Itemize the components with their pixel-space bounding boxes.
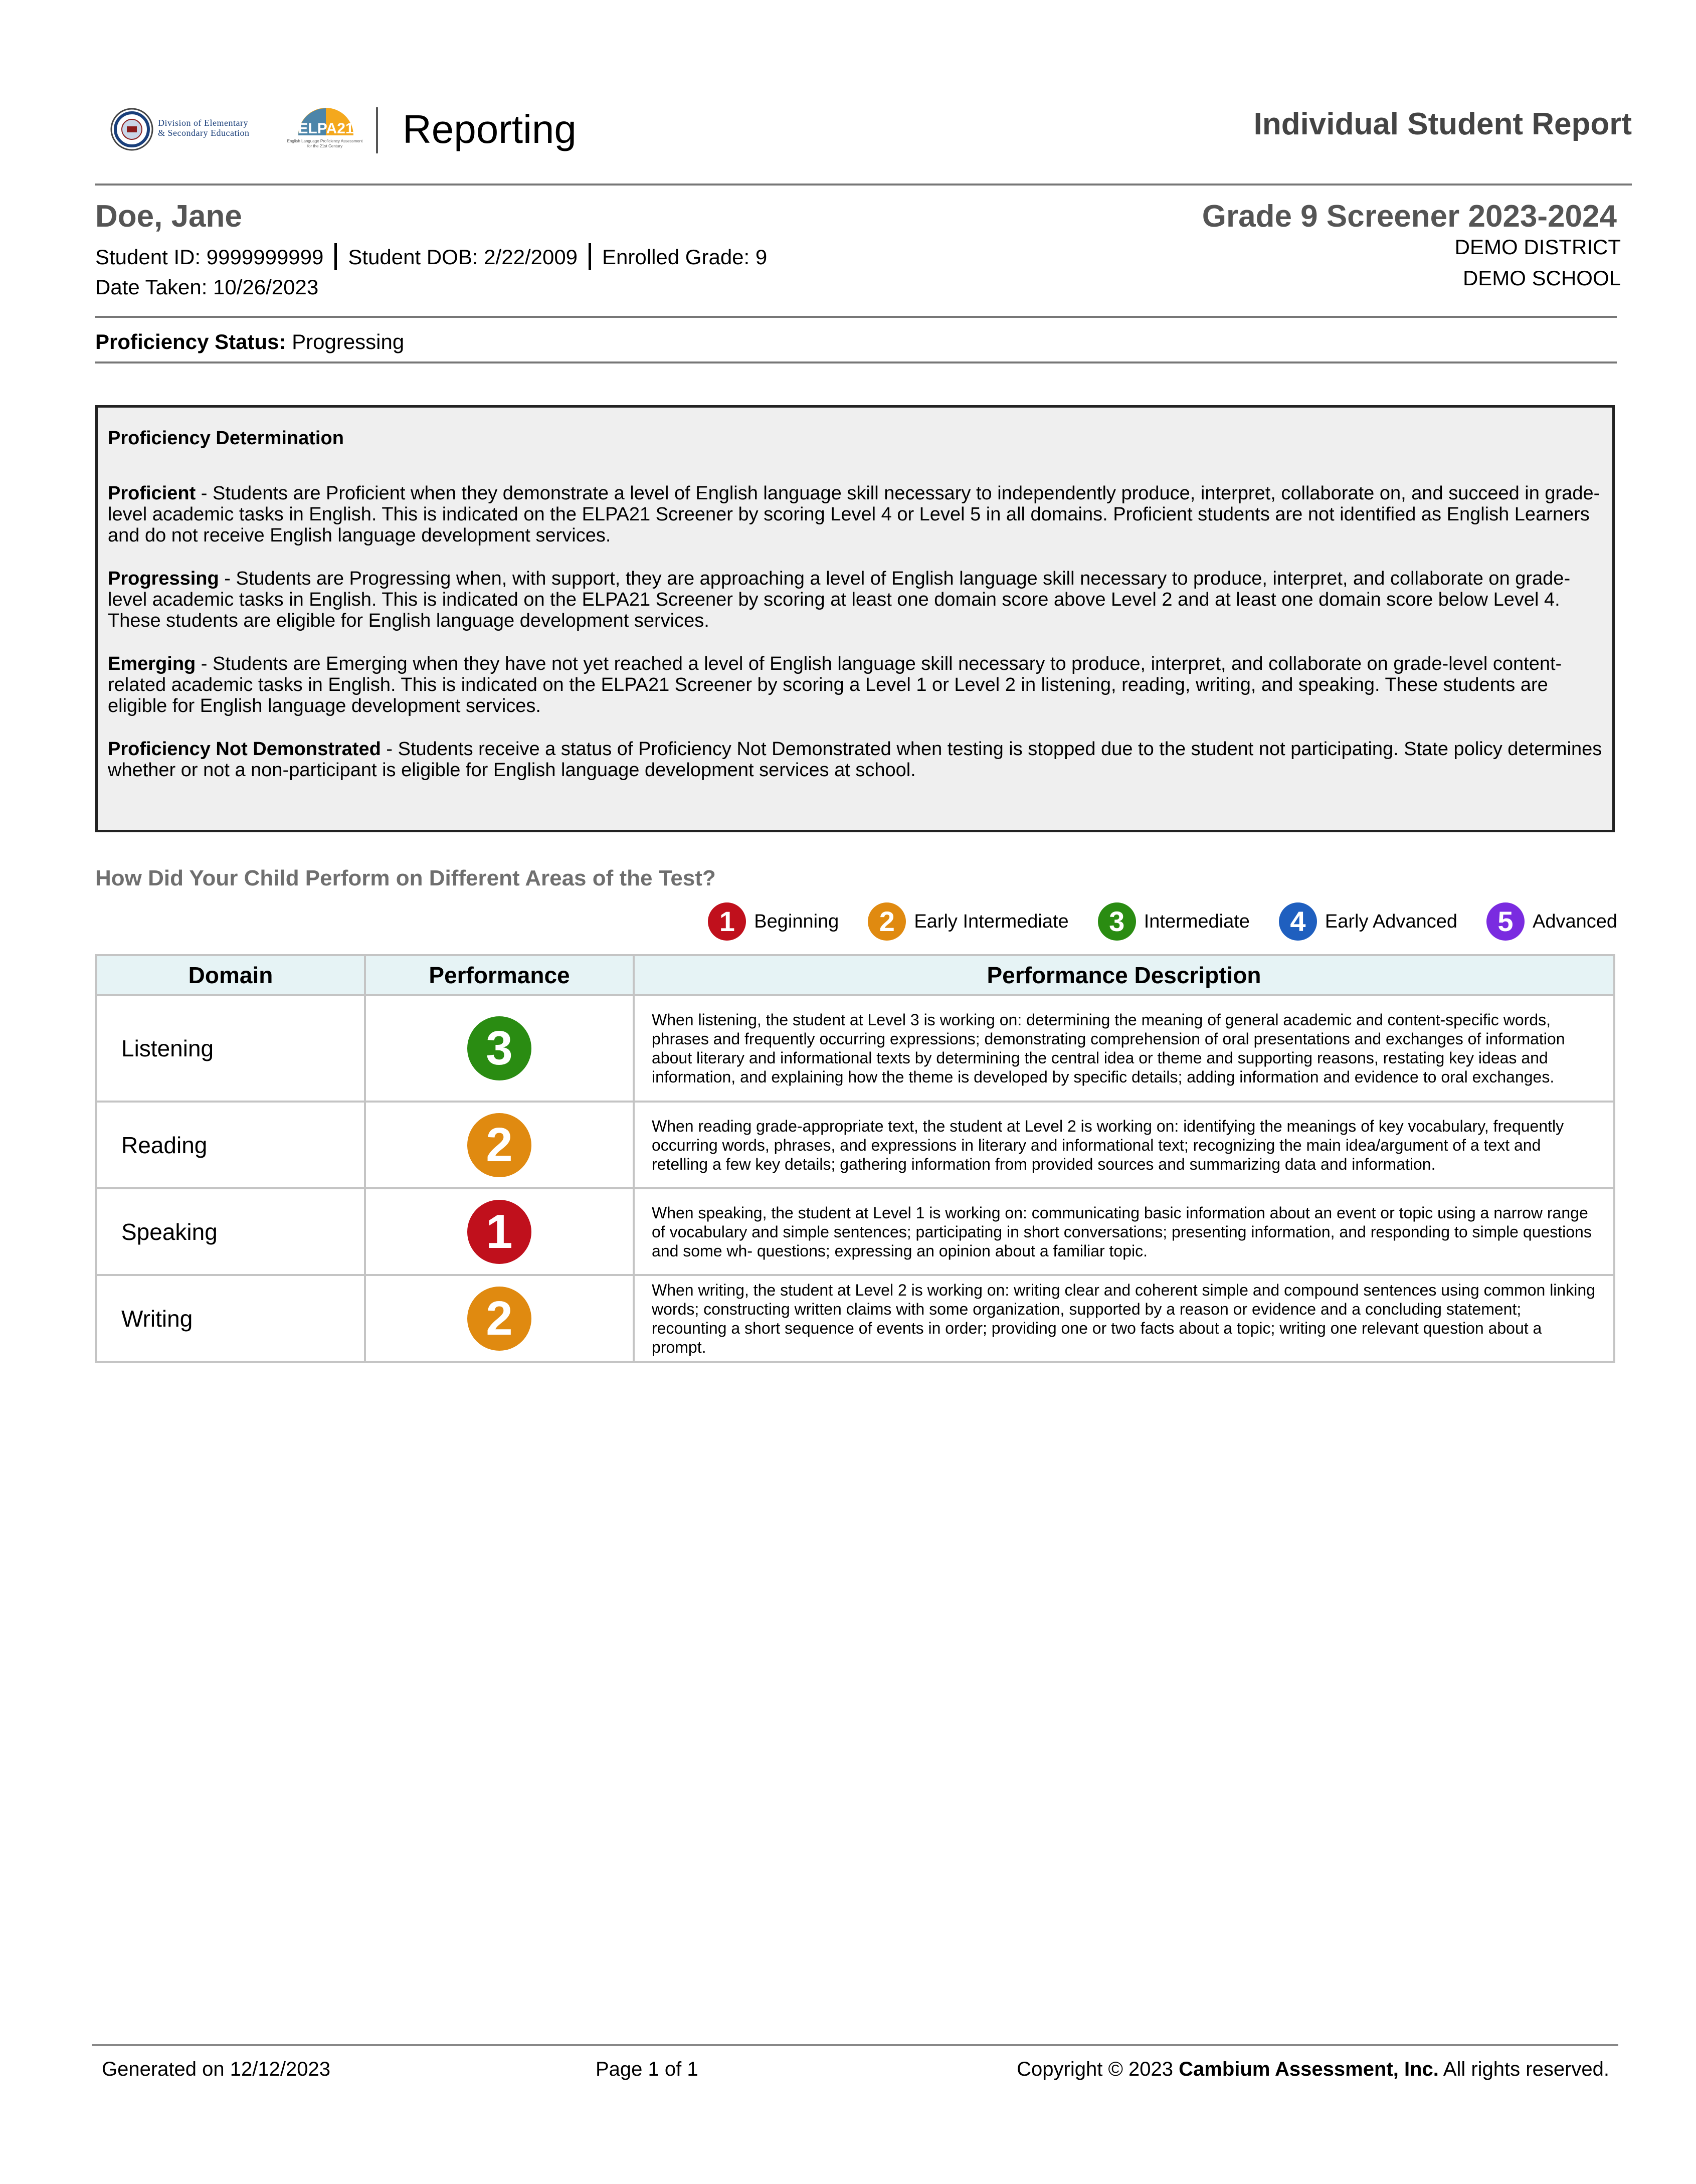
performance-cell bbox=[365, 1275, 634, 1362]
district-name: DEMO DISTRICT bbox=[1454, 235, 1621, 259]
proficiency-status-label: Proficiency Status: bbox=[95, 330, 286, 353]
level-2-badge: 2 bbox=[868, 902, 906, 941]
table-row bbox=[96, 1275, 1614, 1362]
footer-rule bbox=[92, 2044, 1618, 2046]
domain-cell: Speaking bbox=[96, 1188, 365, 1275]
performance-question: How Did Your Child Perform on Different Areas of the Test? bbox=[95, 866, 716, 890]
report-header bbox=[95, 95, 1632, 191]
student-id: Student ID: 9999999999 bbox=[95, 245, 324, 269]
detail-separator bbox=[589, 243, 591, 270]
enrolled-grade: Enrolled Grade: 9 bbox=[602, 245, 768, 269]
legend-item bbox=[868, 902, 1068, 941]
legend-label: Early Advanced bbox=[1325, 911, 1457, 932]
description-cell: When writing, the student at Level 2 is working on: writing clear and coherent simple and compound sentences using common linking words; constructing written claims with some organization, supported by a reason or evidence and a concluding statement; recounting a short sequence of events in order; providing one or two facts about a topic; writing one relevant question about a prompt. bbox=[634, 1275, 1614, 1362]
column-header-description: Performance Description bbox=[634, 955, 1614, 995]
level-4-badge: 4 bbox=[1279, 902, 1317, 941]
svg-text:ELPA21: ELPA21 bbox=[298, 120, 354, 137]
school-name: DEMO SCHOOL bbox=[1462, 266, 1621, 290]
legend-label: Advanced bbox=[1532, 911, 1617, 932]
generated-date: Generated on 12/12/2023 bbox=[102, 2058, 330, 2080]
proficiency-determination-box bbox=[95, 405, 1615, 832]
legend-label: Early Intermediate bbox=[914, 911, 1069, 932]
description-cell: When speaking, the student at Level 1 is working on: communicating basic information about an event or topic using a narrow range of vocabulary and simple sentences; participating in short conversations; presenting information, and responding to simple questions and some wh- questions; expressing an opinion about a familiar topic. bbox=[634, 1188, 1614, 1275]
proficiency-status-value: Progressing bbox=[286, 330, 405, 353]
table-header-row bbox=[96, 955, 1614, 995]
report-title: Individual Student Report bbox=[1253, 107, 1632, 141]
level-badge: 2 bbox=[467, 1287, 531, 1351]
proficiency-status bbox=[95, 327, 404, 357]
student-details bbox=[95, 242, 767, 272]
legend-label: Beginning bbox=[754, 911, 839, 932]
header-rule bbox=[95, 184, 1632, 186]
description-cell: When listening, the student at Level 3 is working on: determining the meaning of general academic and content-specific words, phrases and frequently occurring expressions; demonstrating comprehension of oral presentations and exchanges of information about literary and informational texts by determining the central idea or theme and supporting reasons, restating key ideas and information, and explaining how the theme is developed by specific details; adding information and evidence to oral exchanges. bbox=[634, 995, 1614, 1102]
determination-emerging: Emerging - Students are Emerging when they have not yet reached a level of English language skill necessary to produce, interpret, and collaborate on grade-level content-related academic tasks in English. This is indicated on the ELPA21 Screener by scoring a Level 1 or Level 2 in listening, reading, writing, and speaking. These students are eligible for English language development services. bbox=[108, 653, 1562, 716]
determination-not-demonstrated: Proficiency Not Demonstrated - Students receive a status of Proficiency Not Demonstrated when testing is stopped due to the student not participating. State policy determines whether or not a non-participant is eligible for English language development services at school. bbox=[108, 739, 1602, 781]
column-header-performance: Performance bbox=[365, 955, 634, 995]
determination-progressing: Progressing - Students are Progressing when, with support, they are approaching a level of English language skill necessary to produce, interpret, and collaborate on grade-level academic tasks in English. This is indicated on the ELPA21 Screener by scoring at least one domain score above Level 2 and at least one domain score below Level 4. These students are eligible for English language development services. bbox=[108, 568, 1571, 631]
student-dob: Student DOB: 2/22/2009 bbox=[348, 245, 578, 269]
table-row bbox=[96, 995, 1614, 1102]
legend-item bbox=[1279, 902, 1457, 941]
domain-cell: Reading bbox=[96, 1102, 365, 1188]
domain-cell: Writing bbox=[96, 1275, 365, 1362]
elpa21-logo bbox=[288, 104, 363, 159]
column-header-domain: Domain bbox=[96, 955, 365, 995]
level-badge: 2 bbox=[467, 1113, 531, 1177]
level-5-badge: 5 bbox=[1486, 902, 1525, 941]
table-row bbox=[96, 1102, 1614, 1188]
table-row bbox=[96, 1188, 1614, 1275]
legend-item bbox=[1098, 902, 1250, 941]
level-badge: 1 bbox=[467, 1200, 531, 1264]
level-badge: 3 bbox=[467, 1016, 531, 1080]
state-seal-logo bbox=[110, 108, 153, 151]
legend-item bbox=[708, 902, 839, 941]
level-3-badge: 3 bbox=[1098, 902, 1136, 941]
performance-cell bbox=[365, 1188, 634, 1275]
level-1-badge: 1 bbox=[708, 902, 746, 941]
student-name: Doe, Jane bbox=[95, 199, 242, 234]
company-name: Cambium Assessment, Inc. bbox=[1179, 2058, 1439, 2080]
info-rule bbox=[95, 316, 1617, 318]
determination-title: Proficiency Determination bbox=[108, 428, 344, 449]
copyright: Copyright © 2023 Cambium Assessment, Inc. All rights reserved. bbox=[1017, 2058, 1609, 2080]
date-taken: Date Taken: 10/26/2023 bbox=[95, 275, 319, 299]
app-title: Reporting bbox=[403, 107, 577, 151]
detail-separator bbox=[334, 243, 337, 270]
elpa21-logo-subtext: English Language Proficiency Assessment for the 21st Century bbox=[287, 139, 363, 148]
legend-label: Intermediate bbox=[1144, 911, 1250, 932]
performance-cell bbox=[365, 1102, 634, 1188]
description-cell: When reading grade-appropriate text, the student at Level 2 is working on: identifying the meanings of key vocabulary, frequently occurring words, phrases, and expressions in literary and informational text; recognizing the main idea/argument of a text and retelling a few key details; gathering information from provided sources and summarizing data and information. bbox=[634, 1102, 1614, 1188]
determination-proficient: Proficient - Students are Proficient when they demonstrate a level of English language skill necessary to independently produce, interpret, collaborate on, and succeed in grade-level academic tasks in English. This is indicated on the ELPA21 Screener by scoring Level 4 or Level 5 in all domains. Proficient students are not identified as English Learners and do not receive English language development services. bbox=[108, 483, 1600, 546]
page-number: Page 1 of 1 bbox=[596, 2058, 698, 2080]
status-rule bbox=[95, 361, 1617, 363]
doe-logo-text: Division of Elementary & Secondary Education bbox=[158, 118, 250, 138]
legend-item bbox=[1486, 902, 1617, 941]
level-legend bbox=[679, 901, 1617, 942]
performance-cell bbox=[365, 995, 634, 1102]
performance-table bbox=[95, 954, 1615, 1363]
header-divider bbox=[376, 107, 378, 153]
test-name: Grade 9 Screener 2023-2024 bbox=[1202, 199, 1617, 234]
domain-cell: Listening bbox=[96, 995, 365, 1102]
